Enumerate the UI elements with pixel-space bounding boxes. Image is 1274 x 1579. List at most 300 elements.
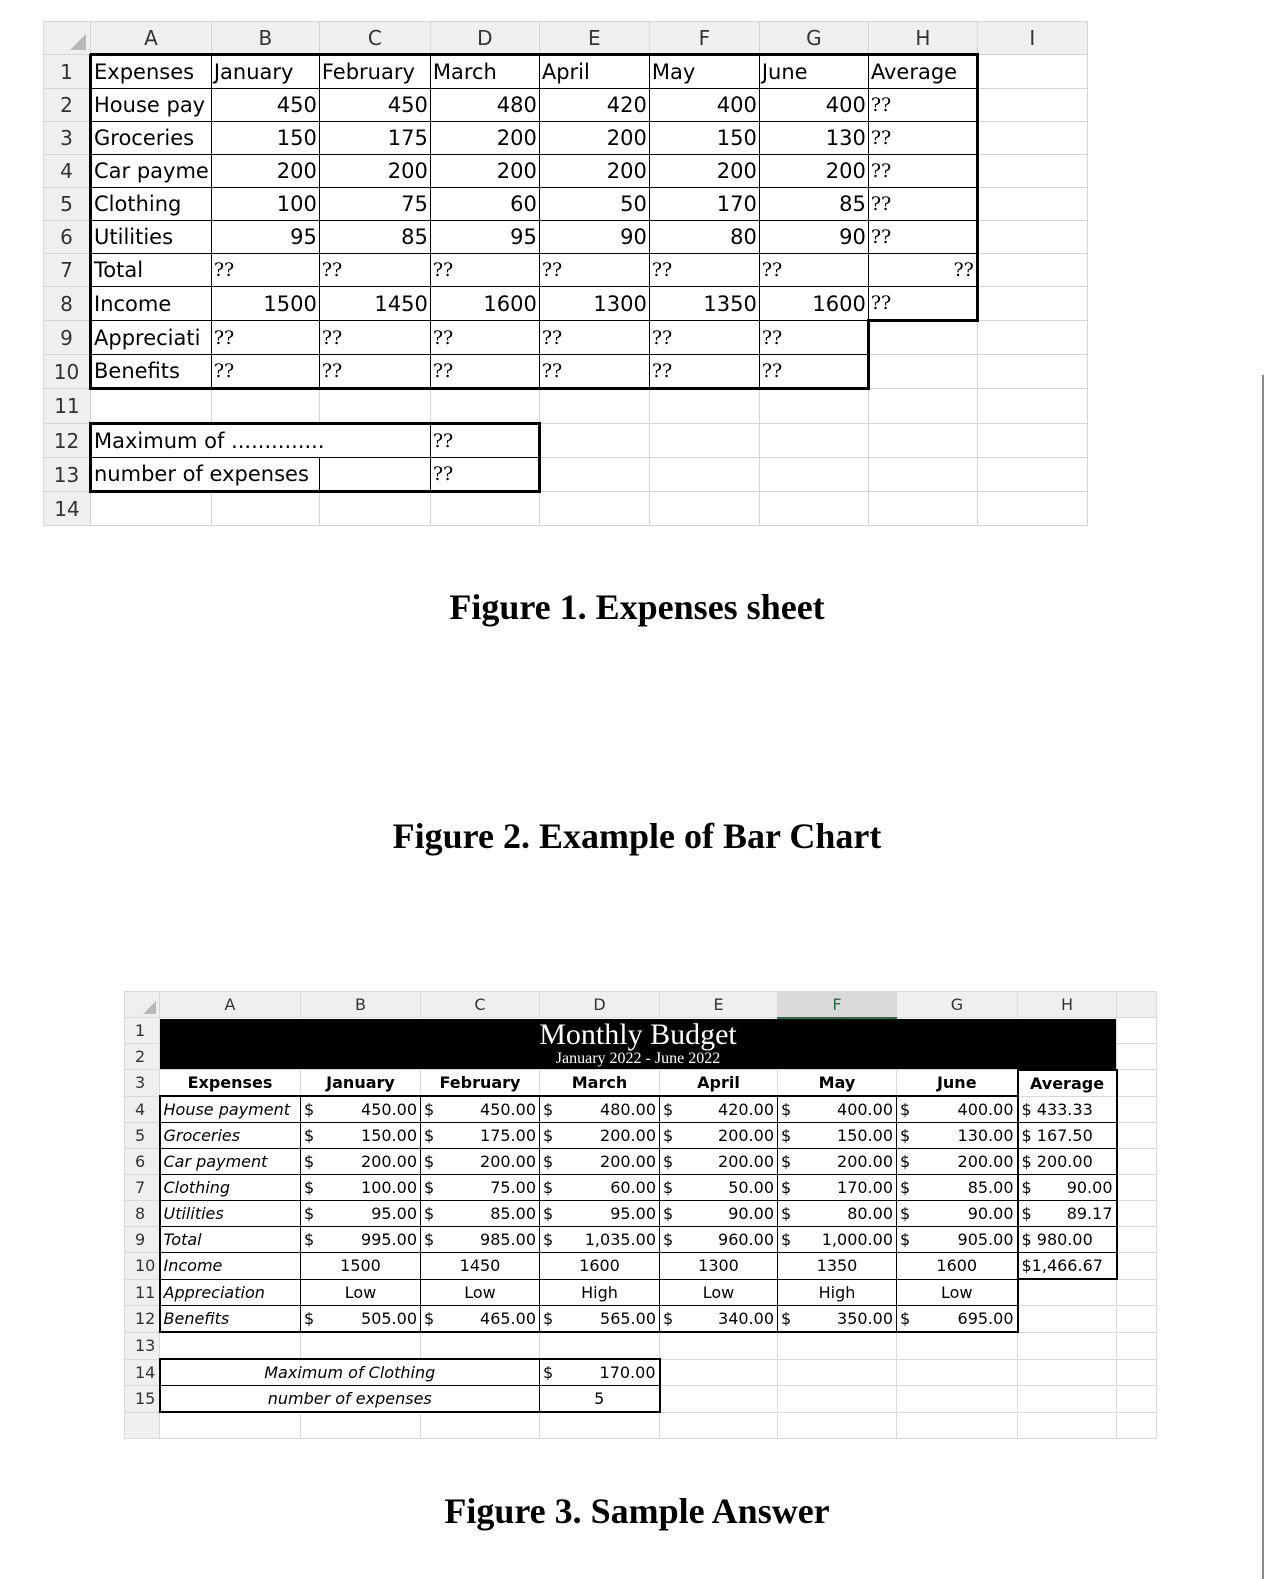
cell[interactable] bbox=[897, 1332, 1018, 1359]
cell[interactable] bbox=[1018, 1306, 1117, 1333]
cell[interactable]: February bbox=[421, 1070, 540, 1097]
cell[interactable]: ?? bbox=[430, 355, 539, 389]
cell[interactable]: Utilities bbox=[91, 221, 212, 254]
row-header[interactable] bbox=[125, 1412, 160, 1439]
cell[interactable]: $ 200.00 bbox=[897, 1149, 1018, 1175]
cell[interactable]: 1350 bbox=[778, 1253, 897, 1280]
cell[interactable]: 75 bbox=[319, 188, 430, 221]
column-header[interactable]: H bbox=[868, 22, 977, 55]
cell[interactable]: $ 465.00 bbox=[421, 1306, 540, 1333]
cell[interactable]: May bbox=[778, 1070, 897, 1097]
cell[interactable]: 200 bbox=[539, 122, 649, 155]
cell[interactable] bbox=[759, 424, 868, 458]
cell[interactable]: $ 90.00 bbox=[1018, 1175, 1117, 1201]
cell[interactable]: $ 75.00 bbox=[421, 1175, 540, 1201]
cell[interactable]: $ 95.00 bbox=[540, 1201, 660, 1227]
cell[interactable]: $ 150.00 bbox=[301, 1123, 421, 1149]
cell[interactable]: Benefits bbox=[160, 1306, 301, 1333]
cell[interactable] bbox=[1117, 1201, 1157, 1227]
cell[interactable]: ?? bbox=[430, 458, 539, 492]
cell[interactable]: ?? bbox=[211, 254, 319, 287]
cell[interactable] bbox=[540, 1412, 660, 1439]
cell[interactable]: 95 bbox=[211, 221, 319, 254]
cell[interactable]: $ 505.00 bbox=[301, 1306, 421, 1333]
cell[interactable]: $ 170.00 bbox=[540, 1359, 660, 1386]
cell[interactable]: 1450 bbox=[319, 287, 430, 321]
cell[interactable] bbox=[649, 492, 759, 526]
cell[interactable]: 1600 bbox=[897, 1253, 1018, 1280]
cell[interactable]: ?? bbox=[868, 287, 977, 321]
cell[interactable]: Income bbox=[91, 287, 212, 321]
row-header[interactable]: 14 bbox=[125, 1359, 160, 1386]
cell[interactable] bbox=[977, 287, 1087, 321]
cell[interactable]: 200 bbox=[211, 155, 319, 188]
cell[interactable] bbox=[897, 1359, 1018, 1386]
cell[interactable]: ?? bbox=[868, 188, 977, 221]
cell[interactable] bbox=[319, 389, 430, 424]
cell[interactable]: ?? bbox=[430, 321, 539, 355]
cell[interactable]: $ 433.33 bbox=[1018, 1096, 1117, 1123]
cell[interactable]: $ 565.00 bbox=[540, 1306, 660, 1333]
cell[interactable] bbox=[868, 492, 977, 526]
cell[interactable] bbox=[977, 389, 1087, 424]
cell[interactable] bbox=[430, 389, 539, 424]
row-header[interactable]: 8 bbox=[44, 287, 91, 321]
row-header[interactable]: 4 bbox=[125, 1096, 160, 1123]
cell[interactable]: ?? bbox=[319, 254, 430, 287]
cell[interactable]: 450 bbox=[319, 89, 430, 122]
cell[interactable] bbox=[211, 492, 319, 526]
cell[interactable]: Appreciation bbox=[160, 1279, 301, 1306]
row-header[interactable]: 15 bbox=[125, 1386, 160, 1413]
column-header[interactable]: H bbox=[1018, 992, 1117, 1018]
cell[interactable]: 200 bbox=[430, 122, 539, 155]
cell[interactable]: Benefits bbox=[91, 355, 212, 389]
cell[interactable] bbox=[897, 1412, 1018, 1439]
cell[interactable]: Expenses bbox=[160, 1070, 301, 1097]
cell[interactable] bbox=[660, 1332, 778, 1359]
cell[interactable]: Clothing bbox=[160, 1175, 301, 1201]
row-header[interactable]: 1 bbox=[125, 1018, 160, 1044]
cell[interactable] bbox=[649, 389, 759, 424]
cell[interactable]: Expenses bbox=[91, 55, 212, 89]
cell[interactable]: January bbox=[301, 1070, 421, 1097]
cell[interactable] bbox=[1117, 1018, 1157, 1044]
cell[interactable]: $ 400.00 bbox=[778, 1096, 897, 1123]
cell[interactable] bbox=[977, 89, 1087, 122]
cell[interactable] bbox=[421, 1332, 540, 1359]
cell[interactable] bbox=[1117, 1253, 1157, 1280]
row-header[interactable]: 12 bbox=[125, 1306, 160, 1333]
cell[interactable]: Appreciati bbox=[91, 321, 212, 355]
cell[interactable]: 95 bbox=[430, 221, 539, 254]
cell[interactable]: 200 bbox=[430, 155, 539, 188]
cell[interactable]: $ 995.00 bbox=[301, 1227, 421, 1253]
cell[interactable]: ?? bbox=[759, 355, 868, 389]
cell[interactable]: Maximum of .............. bbox=[91, 424, 431, 458]
cell[interactable]: 150 bbox=[649, 122, 759, 155]
row-header[interactable]: 9 bbox=[44, 321, 91, 355]
row-header[interactable]: 14 bbox=[44, 492, 91, 526]
cell[interactable]: 420 bbox=[539, 89, 649, 122]
cell[interactable]: 85 bbox=[759, 188, 868, 221]
cell[interactable]: Income bbox=[160, 1253, 301, 1280]
cell[interactable] bbox=[759, 389, 868, 424]
cell[interactable]: $ 960.00 bbox=[660, 1227, 778, 1253]
cell[interactable] bbox=[160, 1412, 301, 1439]
select-all-corner[interactable] bbox=[125, 992, 160, 1018]
column-header[interactable]: D bbox=[430, 22, 539, 55]
cell[interactable] bbox=[868, 321, 977, 355]
cell[interactable] bbox=[430, 492, 539, 526]
cell[interactable]: ?? bbox=[211, 355, 319, 389]
cell[interactable]: Low bbox=[421, 1279, 540, 1306]
cell[interactable]: ?? bbox=[430, 254, 539, 287]
cell[interactable]: ?? bbox=[539, 254, 649, 287]
column-header[interactable]: I bbox=[977, 22, 1087, 55]
column-header-selected[interactable]: F bbox=[778, 992, 897, 1018]
cell[interactable] bbox=[977, 492, 1087, 526]
cell[interactable]: $ 200.00 bbox=[421, 1149, 540, 1175]
cell[interactable]: March bbox=[430, 55, 539, 89]
cell[interactable]: ?? bbox=[868, 254, 977, 287]
cell[interactable]: April bbox=[539, 55, 649, 89]
cell[interactable] bbox=[977, 155, 1087, 188]
cell[interactable]: $ 450.00 bbox=[301, 1096, 421, 1123]
row-header[interactable]: 1 bbox=[44, 55, 91, 89]
cell[interactable]: Low bbox=[301, 1279, 421, 1306]
cell[interactable] bbox=[1018, 1332, 1117, 1359]
cell[interactable] bbox=[778, 1359, 897, 1386]
cell[interactable]: 90 bbox=[759, 221, 868, 254]
cell[interactable]: ?? bbox=[868, 89, 977, 122]
cell[interactable]: Clothing bbox=[91, 188, 212, 221]
column-header[interactable]: B bbox=[211, 22, 319, 55]
cell[interactable]: $ 1,000.00 bbox=[778, 1227, 897, 1253]
cell[interactable]: $ 200.00 bbox=[301, 1149, 421, 1175]
cell[interactable]: January bbox=[211, 55, 319, 89]
cell[interactable]: High bbox=[540, 1279, 660, 1306]
column-header[interactable]: D bbox=[540, 992, 660, 1018]
row-header[interactable]: 6 bbox=[44, 221, 91, 254]
cell[interactable]: April bbox=[660, 1070, 778, 1097]
cell[interactable]: Utilities bbox=[160, 1201, 301, 1227]
cell[interactable]: Average bbox=[868, 55, 977, 89]
cell[interactable]: $ 200.00 bbox=[660, 1123, 778, 1149]
cell[interactable]: Total bbox=[91, 254, 212, 287]
cell[interactable]: $ 450.00 bbox=[421, 1096, 540, 1123]
cell[interactable]: $ 50.00 bbox=[660, 1175, 778, 1201]
cell[interactable] bbox=[1117, 1149, 1157, 1175]
row-header[interactable]: 5 bbox=[125, 1123, 160, 1149]
cell[interactable]: Groceries bbox=[91, 122, 212, 155]
cell[interactable]: 480 bbox=[430, 89, 539, 122]
column-header[interactable]: A bbox=[160, 992, 301, 1018]
cell[interactable]: ?? bbox=[759, 254, 868, 287]
cell[interactable] bbox=[1018, 1386, 1117, 1413]
cell[interactable]: $ 200.00 bbox=[1018, 1149, 1117, 1175]
cell[interactable]: $ 200.00 bbox=[660, 1149, 778, 1175]
cell[interactable] bbox=[540, 1332, 660, 1359]
cell[interactable] bbox=[539, 492, 649, 526]
cell[interactable]: February bbox=[319, 55, 430, 89]
cell[interactable]: $ 95.00 bbox=[301, 1201, 421, 1227]
sample-answer-sheet bbox=[124, 991, 1157, 1439]
cell[interactable]: $ 480.00 bbox=[540, 1096, 660, 1123]
column-header[interactable]: A bbox=[91, 22, 212, 55]
cell[interactable]: $ 695.00 bbox=[897, 1306, 1018, 1333]
cell[interactable] bbox=[977, 221, 1087, 254]
cell[interactable]: $ 200.00 bbox=[540, 1149, 660, 1175]
cell[interactable]: ?? bbox=[539, 355, 649, 389]
cell[interactable] bbox=[977, 458, 1087, 492]
cell[interactable]: ?? bbox=[649, 254, 759, 287]
cell[interactable] bbox=[977, 321, 1087, 355]
cell[interactable]: number of expenses bbox=[91, 458, 320, 492]
cell[interactable]: Average bbox=[1018, 1070, 1117, 1097]
expenses-sheet bbox=[43, 21, 1088, 526]
cell[interactable] bbox=[897, 1386, 1018, 1413]
cell[interactable] bbox=[1117, 1386, 1157, 1413]
cell[interactable]: 400 bbox=[759, 89, 868, 122]
cell[interactable]: ?? bbox=[759, 321, 868, 355]
cell[interactable] bbox=[1117, 1306, 1157, 1333]
cell[interactable]: 150 bbox=[211, 122, 319, 155]
cell[interactable] bbox=[977, 254, 1087, 287]
row-header[interactable]: 10 bbox=[125, 1253, 160, 1280]
cell[interactable]: $ 905.00 bbox=[897, 1227, 1018, 1253]
cell[interactable]: 100 bbox=[211, 188, 319, 221]
row-header[interactable]: 8 bbox=[125, 1201, 160, 1227]
cell[interactable]: 450 bbox=[211, 89, 319, 122]
column-header[interactable]: C bbox=[319, 22, 430, 55]
cell[interactable]: 1500 bbox=[211, 287, 319, 321]
cell[interactable]: number of expenses bbox=[160, 1386, 540, 1413]
cell[interactable] bbox=[1117, 1359, 1157, 1386]
cell[interactable]: ?? bbox=[868, 221, 977, 254]
cell[interactable] bbox=[977, 424, 1087, 458]
cell[interactable]: 400 bbox=[649, 89, 759, 122]
cell[interactable] bbox=[301, 1332, 421, 1359]
cell[interactable]: 1600 bbox=[759, 287, 868, 321]
cell[interactable] bbox=[660, 1412, 778, 1439]
cell[interactable] bbox=[1117, 1227, 1157, 1253]
cell[interactable] bbox=[421, 1412, 540, 1439]
cell[interactable]: 175 bbox=[319, 122, 430, 155]
cell[interactable] bbox=[1117, 1175, 1157, 1201]
cell[interactable]: House payment bbox=[160, 1096, 301, 1123]
cell[interactable]: House pay bbox=[91, 89, 212, 122]
cell[interactable]: $ 89.17 bbox=[1018, 1201, 1117, 1227]
cell[interactable]: May bbox=[649, 55, 759, 89]
cell[interactable] bbox=[868, 424, 977, 458]
row-header[interactable]: 10 bbox=[44, 355, 91, 389]
cell[interactable]: 85 bbox=[319, 221, 430, 254]
cell[interactable] bbox=[868, 458, 977, 492]
cell[interactable] bbox=[977, 355, 1087, 389]
cell[interactable]: $ 90.00 bbox=[660, 1201, 778, 1227]
cell[interactable]: 200 bbox=[649, 155, 759, 188]
cell[interactable]: 1600 bbox=[430, 287, 539, 321]
cell[interactable] bbox=[759, 492, 868, 526]
cell[interactable]: 1500 bbox=[301, 1253, 421, 1280]
cell[interactable] bbox=[1117, 1070, 1157, 1097]
cell[interactable]: ?? bbox=[649, 321, 759, 355]
cell[interactable] bbox=[160, 1332, 301, 1359]
cell[interactable] bbox=[1018, 1279, 1117, 1306]
row-header[interactable]: 4 bbox=[44, 155, 91, 188]
cell[interactable] bbox=[91, 492, 212, 526]
cell[interactable]: ?? bbox=[319, 321, 430, 355]
cell[interactable]: ?? bbox=[649, 355, 759, 389]
cell[interactable]: 130 bbox=[759, 122, 868, 155]
cell[interactable]: 200 bbox=[319, 155, 430, 188]
row-header[interactable]: 13 bbox=[125, 1332, 160, 1359]
cell[interactable] bbox=[977, 188, 1087, 221]
cell[interactable]: Maximum of Clothing bbox=[160, 1359, 540, 1386]
cell[interactable]: $ 985.00 bbox=[421, 1227, 540, 1253]
row-header[interactable]: 5 bbox=[44, 188, 91, 221]
cell[interactable] bbox=[1117, 1096, 1157, 1123]
cell[interactable]: $ 90.00 bbox=[897, 1201, 1018, 1227]
cell[interactable] bbox=[778, 1332, 897, 1359]
column-header[interactable] bbox=[1117, 992, 1157, 1018]
select-all-corner[interactable] bbox=[44, 22, 91, 55]
cell[interactable] bbox=[1117, 1332, 1157, 1359]
cell[interactable]: Car payme bbox=[91, 155, 212, 188]
cell[interactable]: 1300 bbox=[539, 287, 649, 321]
row-header[interactable]: 13 bbox=[44, 458, 91, 492]
cell[interactable]: $ 85.00 bbox=[421, 1201, 540, 1227]
cell[interactable]: $ 167.50 bbox=[1018, 1123, 1117, 1149]
row-header[interactable]: 12 bbox=[44, 424, 91, 458]
cell[interactable]: $1,466.67 bbox=[1018, 1253, 1117, 1280]
cell[interactable]: Low bbox=[660, 1279, 778, 1306]
cell[interactable]: $ 130.00 bbox=[897, 1123, 1018, 1149]
cell[interactable]: 170 bbox=[649, 188, 759, 221]
cell[interactable]: $ 400.00 bbox=[897, 1096, 1018, 1123]
cell[interactable]: ?? bbox=[319, 355, 430, 389]
row-header[interactable]: 2 bbox=[125, 1044, 160, 1070]
cell[interactable] bbox=[1117, 1412, 1157, 1439]
cell[interactable]: $ 200.00 bbox=[540, 1123, 660, 1149]
cell[interactable] bbox=[868, 355, 977, 389]
cell[interactable]: 1450 bbox=[421, 1253, 540, 1280]
cell[interactable] bbox=[301, 1412, 421, 1439]
cell[interactable] bbox=[539, 389, 649, 424]
cell[interactable]: 50 bbox=[539, 188, 649, 221]
cell[interactable] bbox=[1018, 1412, 1117, 1439]
row-header[interactable]: 3 bbox=[125, 1070, 160, 1097]
column-header[interactable]: E bbox=[539, 22, 649, 55]
cell[interactable] bbox=[868, 389, 977, 424]
column-header[interactable]: E bbox=[660, 992, 778, 1018]
row-header[interactable]: 11 bbox=[125, 1279, 160, 1306]
cell[interactable] bbox=[1117, 1123, 1157, 1149]
row-header[interactable]: 7 bbox=[125, 1175, 160, 1201]
cell[interactable]: $ 80.00 bbox=[778, 1201, 897, 1227]
cell[interactable] bbox=[539, 458, 649, 492]
row-header[interactable]: 9 bbox=[125, 1227, 160, 1253]
cell[interactable]: ?? bbox=[868, 122, 977, 155]
cell[interactable]: Total bbox=[160, 1227, 301, 1253]
cell[interactable]: $ 85.00 bbox=[897, 1175, 1018, 1201]
cell[interactable]: 80 bbox=[649, 221, 759, 254]
cell[interactable] bbox=[977, 55, 1087, 89]
cell[interactable]: 90 bbox=[539, 221, 649, 254]
column-header[interactable]: F bbox=[649, 22, 759, 55]
cell[interactable]: $ 60.00 bbox=[540, 1175, 660, 1201]
cell[interactable]: ?? bbox=[430, 424, 539, 458]
cell[interactable] bbox=[759, 458, 868, 492]
column-header[interactable]: G bbox=[897, 992, 1018, 1018]
column-header[interactable]: C bbox=[421, 992, 540, 1018]
cell[interactable] bbox=[1117, 1044, 1157, 1070]
cell[interactable] bbox=[649, 458, 759, 492]
cell[interactable]: 1350 bbox=[649, 287, 759, 321]
cell[interactable] bbox=[319, 492, 430, 526]
cell[interactable] bbox=[660, 1386, 778, 1413]
cell[interactable] bbox=[778, 1386, 897, 1413]
cell[interactable] bbox=[977, 122, 1087, 155]
cell[interactable]: $ 420.00 bbox=[660, 1096, 778, 1123]
cell[interactable] bbox=[1117, 1279, 1157, 1306]
cell[interactable]: $ 340.00 bbox=[660, 1306, 778, 1333]
cell[interactable]: ?? bbox=[211, 321, 319, 355]
cell[interactable]: June bbox=[759, 55, 868, 89]
cell[interactable]: ?? bbox=[868, 155, 977, 188]
cell[interactable]: Car payment bbox=[160, 1149, 301, 1175]
cell[interactable]: $ 150.00 bbox=[778, 1123, 897, 1149]
row-header[interactable]: 2 bbox=[44, 89, 91, 122]
cell[interactable]: 60 bbox=[430, 188, 539, 221]
cell[interactable]: Groceries bbox=[160, 1123, 301, 1149]
cell[interactable] bbox=[649, 424, 759, 458]
cell[interactable] bbox=[91, 389, 212, 424]
cell[interactable]: Low bbox=[897, 1279, 1018, 1306]
row-header[interactable]: 3 bbox=[44, 122, 91, 155]
cell[interactable]: June bbox=[897, 1070, 1018, 1097]
cell[interactable]: $ 350.00 bbox=[778, 1306, 897, 1333]
cell[interactable] bbox=[539, 424, 649, 458]
cell[interactable]: High bbox=[778, 1279, 897, 1306]
cell[interactable]: 200 bbox=[759, 155, 868, 188]
cell[interactable]: $ 175.00 bbox=[421, 1123, 540, 1149]
cell[interactable]: $ 1,035.00 bbox=[540, 1227, 660, 1253]
cell[interactable]: 1300 bbox=[660, 1253, 778, 1280]
row-header[interactable]: 6 bbox=[125, 1149, 160, 1175]
cell[interactable]: $ 200.00 bbox=[778, 1149, 897, 1175]
cell[interactable]: 200 bbox=[539, 155, 649, 188]
cell[interactable]: 5 bbox=[540, 1386, 660, 1413]
row-header[interactable]: 7 bbox=[44, 254, 91, 287]
cell[interactable]: March bbox=[540, 1070, 660, 1097]
column-header[interactable]: B bbox=[301, 992, 421, 1018]
budget-title-banner[interactable] bbox=[160, 1018, 1117, 1070]
cell[interactable]: ?? bbox=[539, 321, 649, 355]
cell[interactable] bbox=[319, 458, 430, 492]
cell[interactable]: $ 980.00 bbox=[1018, 1227, 1117, 1253]
column-header[interactable]: G bbox=[759, 22, 868, 55]
cell[interactable]: $ 170.00 bbox=[778, 1175, 897, 1201]
cell[interactable] bbox=[660, 1359, 778, 1386]
row-header[interactable]: 11 bbox=[44, 389, 91, 424]
cell[interactable] bbox=[778, 1412, 897, 1439]
cell[interactable] bbox=[1018, 1359, 1117, 1386]
cell[interactable]: 1600 bbox=[540, 1253, 660, 1280]
cell[interactable]: $ 100.00 bbox=[301, 1175, 421, 1201]
cell[interactable] bbox=[211, 389, 319, 424]
